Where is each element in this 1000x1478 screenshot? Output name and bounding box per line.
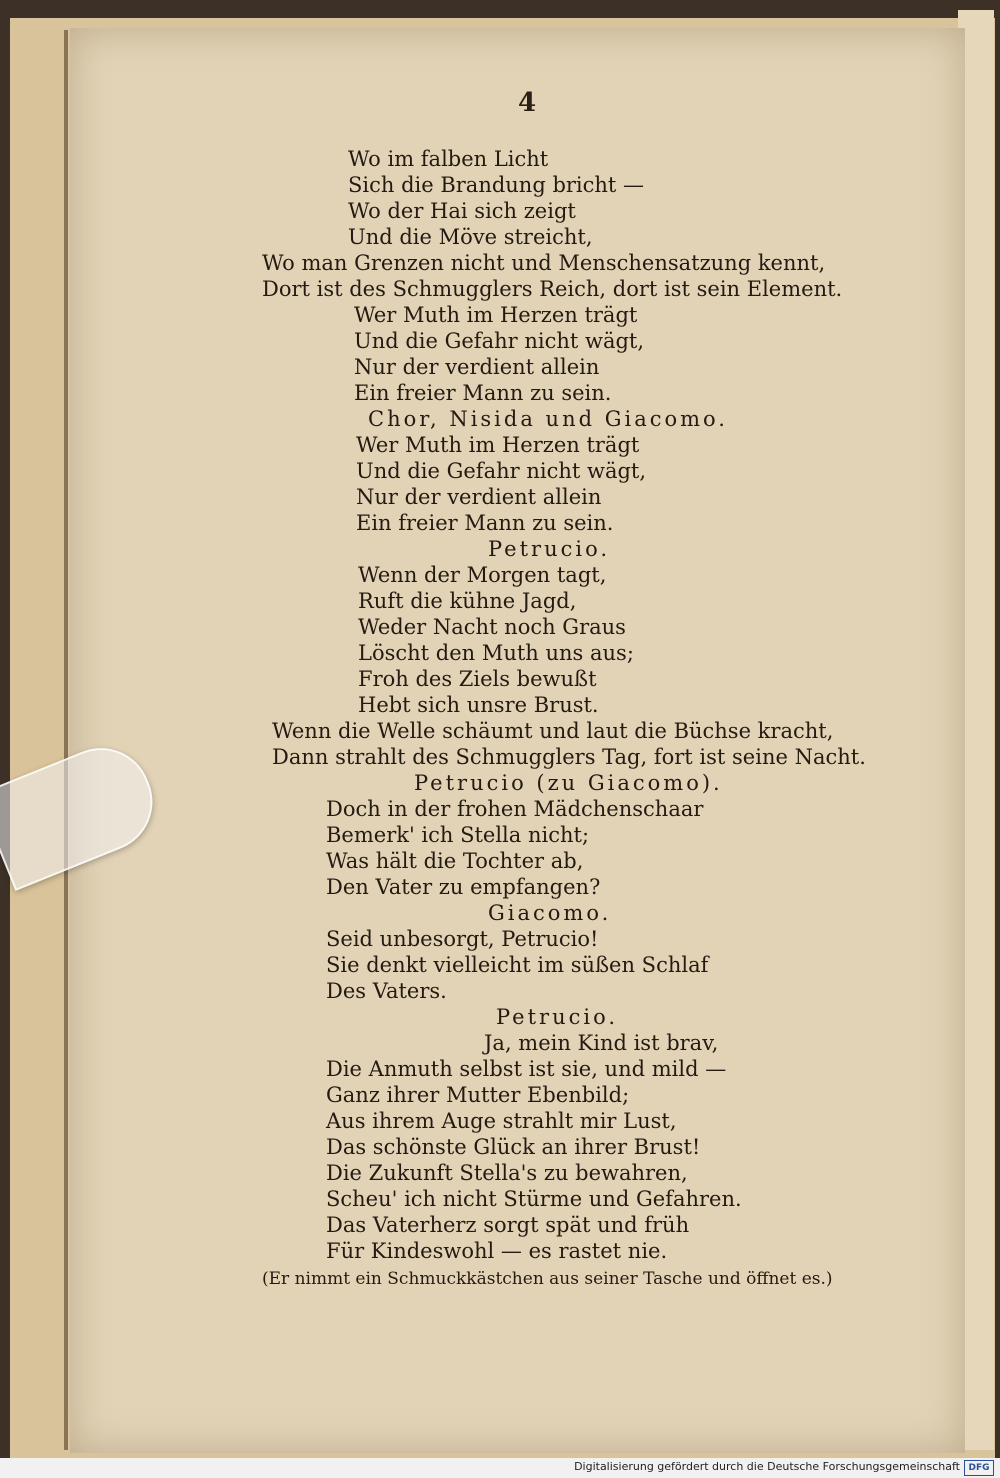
verse-line: Ruft die kühne Jagd, [358, 589, 577, 613]
footer-credit: Digitalisierung gefördert durch die Deutsche Forschungsgemeinschaft [574, 1460, 960, 1473]
verse-line: Und die Möve streicht, [348, 225, 593, 249]
page-number: 4 [518, 88, 537, 118]
verse-line: Doch in der frohen Mädchenschaar [326, 797, 704, 821]
verse-line: Ein freier Mann zu sein. [356, 511, 614, 535]
speaker-heading: Petrucio. [496, 1005, 619, 1029]
verse-line: Für Kindeswohl — es rastet nie. [326, 1239, 668, 1263]
verse-line: Wo im falben Licht [348, 147, 549, 171]
verse-line: Und die Gefahr nicht wägt, [354, 329, 645, 353]
verse-line: Wenn die Welle schäumt und laut die Büchse kracht, [272, 719, 834, 743]
verse-line: Was hält die Tochter ab, [326, 849, 584, 873]
verse-line: Froh des Ziels bewußt [358, 667, 597, 691]
verse-line: Scheu' ich nicht Stürme und Gefahren. [326, 1187, 742, 1211]
digitization-footer [0, 1458, 1000, 1478]
verse-line: Bemerk' ich Stella nicht; [326, 823, 590, 847]
verse-line: Und die Gefahr nicht wägt, [356, 459, 647, 483]
stage-direction: (Er nimmt ein Schmuckkästchen aus seiner Tasche und öffnet es.) [262, 1269, 833, 1289]
speaker-heading: Chor, Nisida und Giacomo. [368, 407, 728, 431]
verse-line: Seid unbesorgt, Petrucio! [326, 927, 599, 951]
speaker-heading: Giacomo. [488, 901, 612, 925]
verse-line: Wo der Hai sich zeigt [348, 199, 576, 223]
verse-line: Das Vaterherz sorgt spät und früh [326, 1213, 690, 1237]
verse-line: Ja, mein Kind ist brav, [484, 1031, 719, 1055]
verse-line: Die Anmuth selbst ist sie, und mild — [326, 1057, 727, 1081]
verse-line: Wer Muth im Herzen trägt [354, 303, 638, 327]
verse-line: Dort ist des Schmugglers Reich, dort ist sein Element. [262, 277, 843, 301]
verse-line: Sich die Brandung bricht — [348, 173, 645, 197]
dfg-logo: DFG [964, 1460, 994, 1476]
verse-line: Aus ihrem Auge strahlt mir Lust, [326, 1109, 677, 1133]
verse-line: Wo man Grenzen nicht und Menschensatzung kennt, [262, 251, 826, 275]
verse-line: Löscht den Muth uns aus; [358, 641, 634, 665]
verse-line: Nur der verdient allein [356, 485, 602, 509]
verse-line: Die Zukunft Stella's zu bewahren, [326, 1161, 688, 1185]
page-edge [64, 30, 68, 1450]
verse-line: Wenn der Morgen tagt, [358, 563, 607, 587]
verse-line: Das schönste Glück an ihrer Brust! [326, 1135, 701, 1159]
verse-line: Ein freier Mann zu sein. [354, 381, 612, 405]
verse-line: Dann strahlt des Schmugglers Tag, fort ist seine Nacht. [272, 745, 866, 769]
verse-line: Wer Muth im Herzen trägt [356, 433, 640, 457]
verse-line: Nur der verdient allein [354, 355, 600, 379]
verse-line: Hebt sich unsre Brust. [358, 693, 599, 717]
verse-line: Des Vaters. [326, 979, 447, 1003]
speaker-heading: Petrucio (zu Giacomo). [414, 771, 723, 795]
verse-line: Sie denkt vielleicht im süßen Schlaf [326, 953, 709, 977]
verse-line: Ganz ihrer Mutter Ebenbild; [326, 1083, 630, 1107]
speaker-heading: Petrucio. [488, 537, 611, 561]
verse-line: Den Vater zu empfangen? [326, 875, 601, 899]
verse-line: Weder Nacht noch Graus [358, 615, 626, 639]
